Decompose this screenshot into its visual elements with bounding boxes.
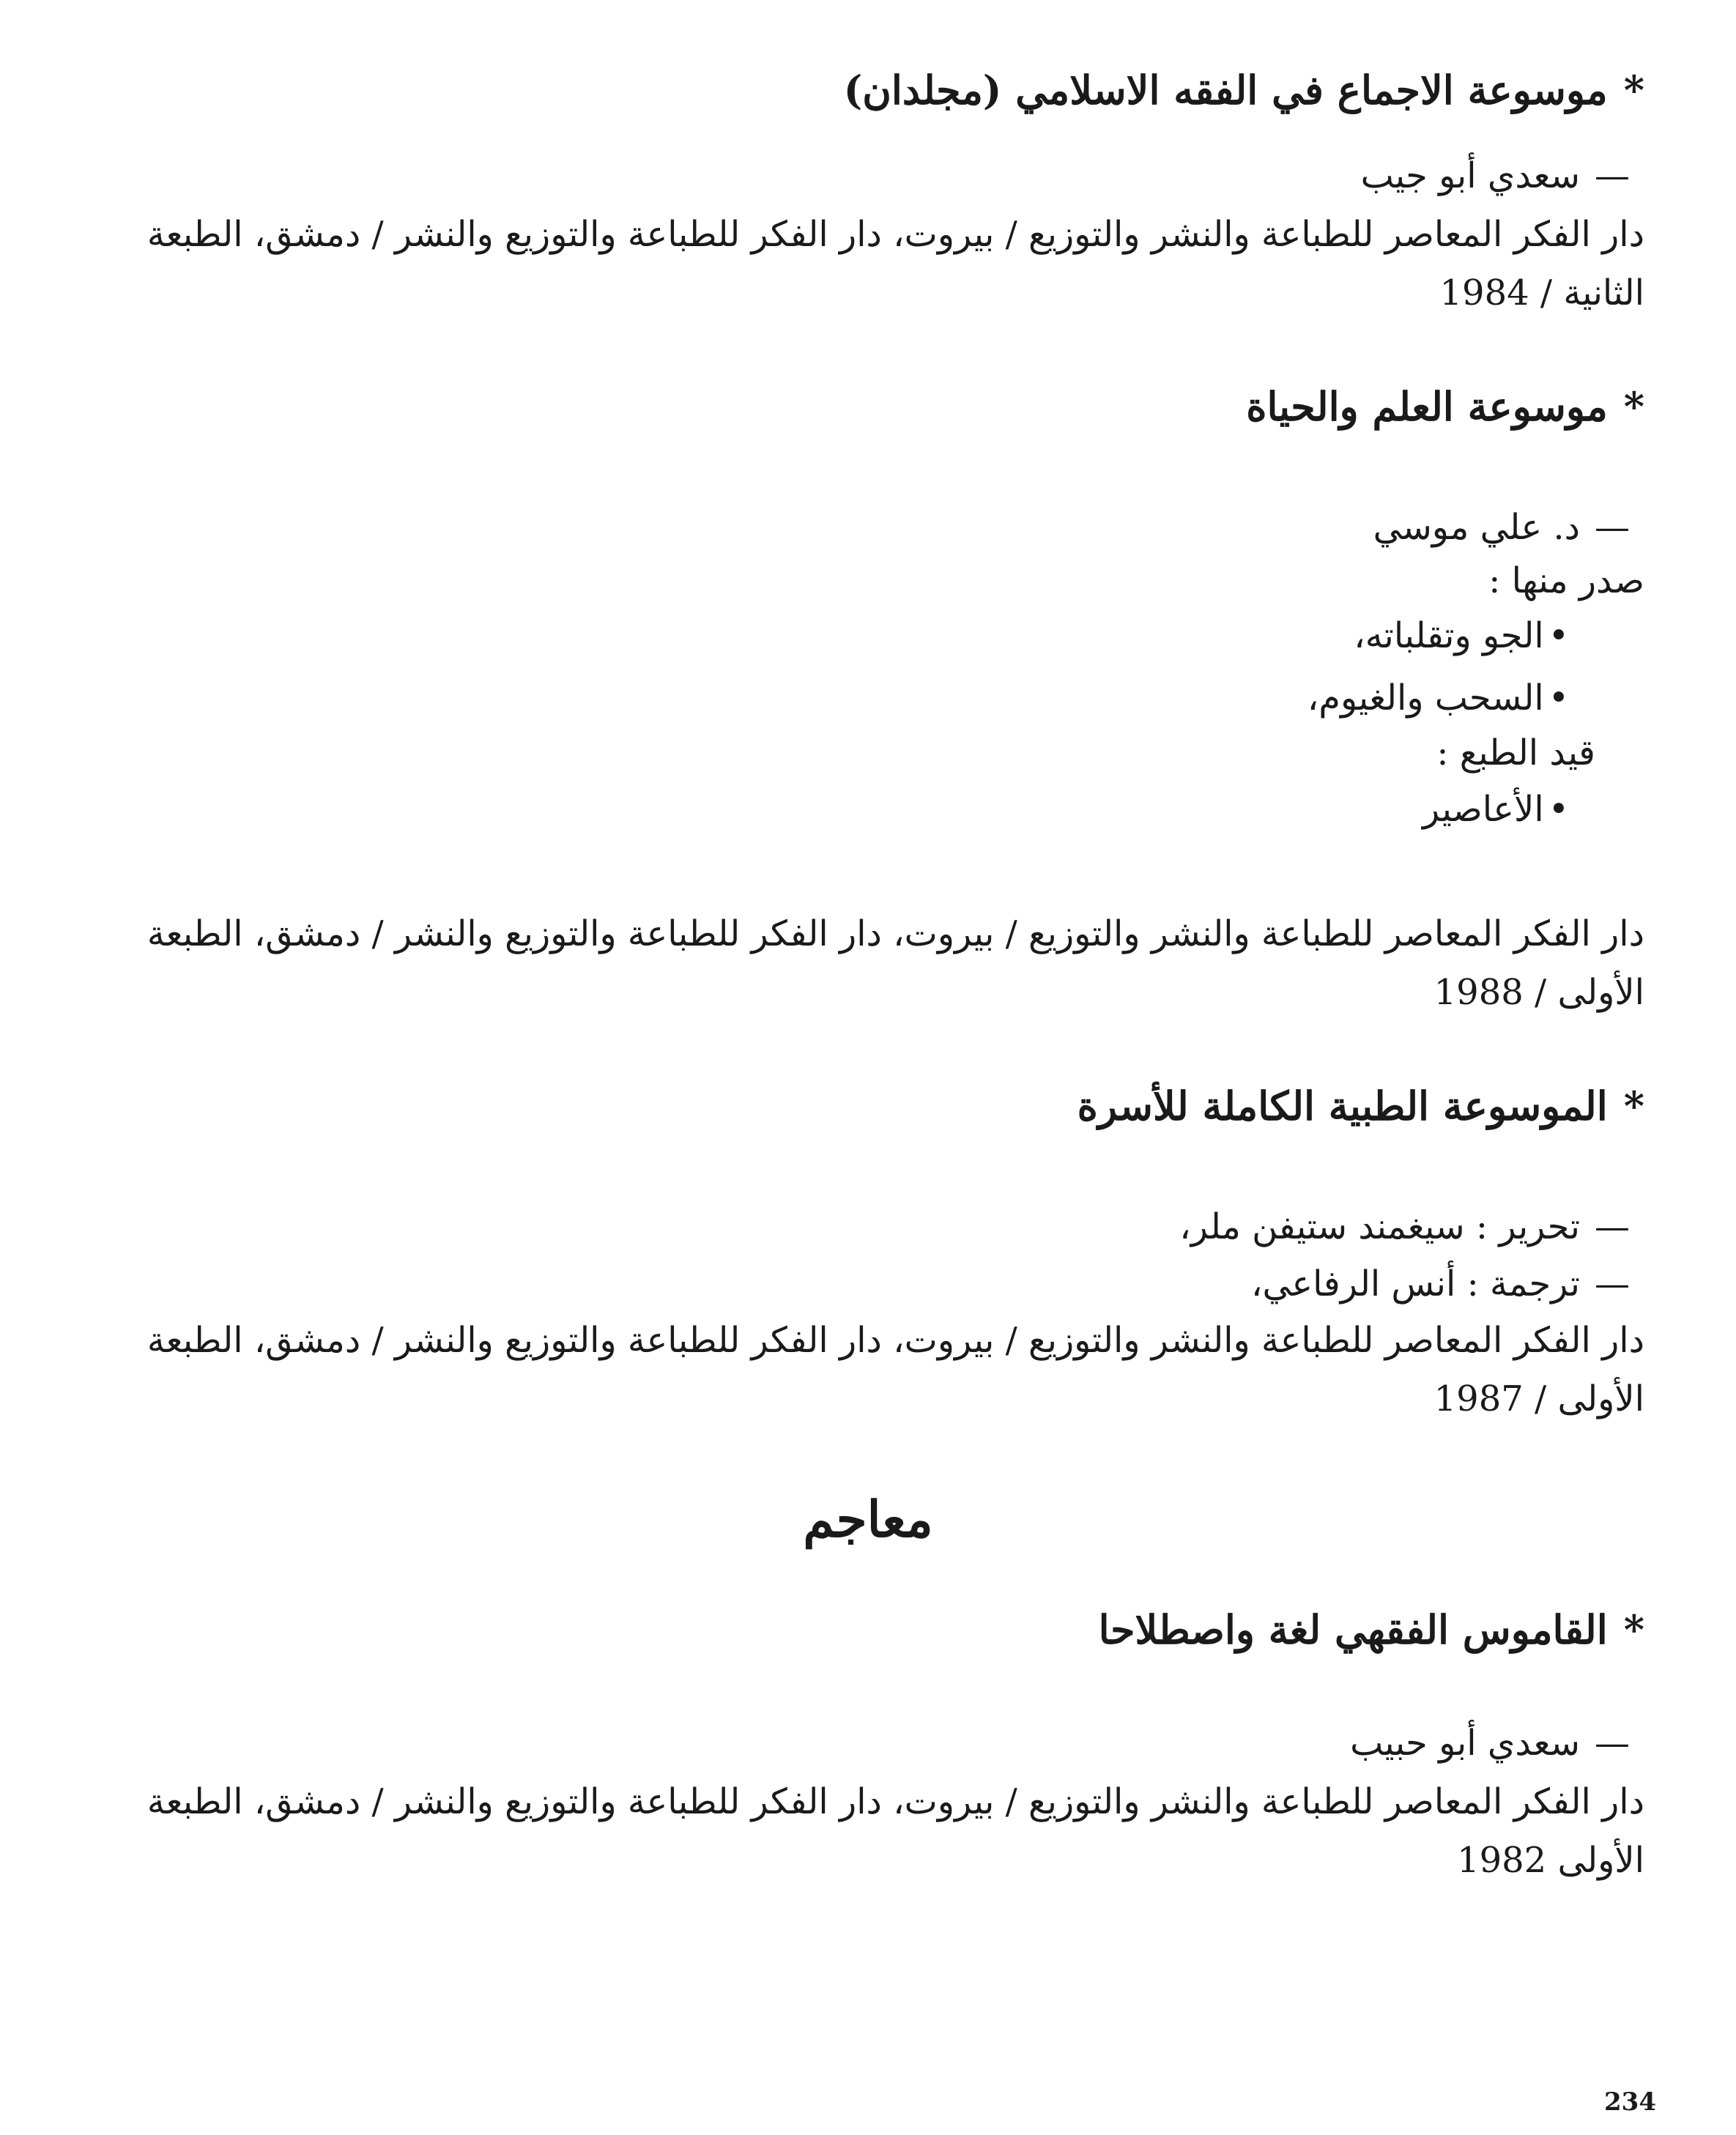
entry-2-issued-label: صدر منها : [1488, 560, 1644, 601]
entry-2-author [1373, 502, 1630, 553]
entry-2-title-text: موسوعة العلم والحياة [1246, 383, 1608, 430]
entry-1-publisher-line2: الثانية / 1984 [1439, 272, 1644, 313]
bullet-icon: • [1548, 615, 1569, 656]
entry-1-title-text: موسوعة الاجماع في الفقه الاسلامي (مجلدان) [843, 67, 1608, 114]
entry-1-author-text: سعدي أبو جيب [1360, 155, 1580, 196]
entry-3-publisher-line2: الأولى / 1987 [1433, 1378, 1644, 1419]
entry-3-title-text: الموسوعة الطبية الكاملة للأسرة [1077, 1083, 1608, 1129]
entry-2-publisher-line1: دار الفكر المعاصر للطباعة والنشر والتوزيع / بيروت، دار الفكر للطباعة والتوزيع والنشر / دمشق، الطبعة [146, 913, 1644, 954]
entry-3-translator-text: ترجمة : أنس الرفاعي، [1251, 1263, 1580, 1304]
page-number: 234 [1604, 2087, 1656, 2117]
entry-2-marker: * [1623, 383, 1644, 430]
entry-1-marker: * [1623, 67, 1644, 114]
dictionary-entry-title [1099, 1604, 1644, 1655]
dictionary-entry-title-text: القاموس الفقهي لغة واصطلاحا [1098, 1606, 1608, 1653]
entry-1-publisher-line1: دار الفكر المعاصر للطباعة والنشر والتوزيع / بيروت، دار الفكر للطباعة والتوزيع والنشر / دمشق، الطبعة [146, 214, 1644, 255]
entry-3-translator [1251, 1258, 1630, 1310]
entry-1-author [1361, 150, 1630, 201]
section-heading: معاجم [803, 1490, 933, 1549]
entry-3-translator-dash: — [1595, 1263, 1630, 1304]
entry-2-title [1246, 381, 1644, 432]
entry-2-issued-item-1-text: الجو وتقلباته، [1354, 615, 1544, 656]
entry-1-author-dash: — [1595, 155, 1630, 196]
entry-3-editor-text: تحرير : سيغمند ستيفن ملر، [1179, 1206, 1580, 1247]
entry-3-publisher-line1: دار الفكر المعاصر للطباعة والنشر والتوزيع / بيروت، دار الفكر للطباعة والتوزيع والنشر / دمشق، الطبعة [146, 1320, 1644, 1361]
dictionary-entry-author-text: سعدي أبو حبيب [1350, 1723, 1580, 1764]
entry-2-issued-item-2 [1307, 672, 1569, 724]
entry-3-editor [1179, 1201, 1630, 1252]
entry-2-in-print-label: قيد الطبع : [1436, 732, 1595, 773]
entry-3-marker: * [1623, 1083, 1644, 1129]
bullet-icon: • [1548, 677, 1569, 719]
dictionary-entry-publisher [99, 1772, 1644, 1890]
dictionary-entry-author [1350, 1718, 1630, 1769]
dictionary-entry-publisher-line2: الأولى 1982 [1457, 1840, 1644, 1881]
entry-3-title [1077, 1080, 1644, 1132]
entry-2-issued-item-2-text: السحب والغيوم، [1307, 677, 1544, 719]
entry-2-in-print-item-1-text: الأعاصير [1422, 789, 1544, 830]
entry-3-publisher [99, 1311, 1644, 1428]
entry-2-author-dash: — [1595, 507, 1630, 548]
entry-2-author-text: د. علي موسي [1373, 507, 1580, 548]
entry-1-publisher [99, 205, 1644, 322]
entry-2-in-print-item-1 [1422, 784, 1569, 835]
dictionary-entry-publisher-line1: دار الفكر المعاصر للطباعة والنشر والتوزيع / بيروت، دار الفكر للطباعة والتوزيع والنشر / دمشق، الطبعة [146, 1781, 1644, 1822]
entry-1-title [844, 64, 1644, 116]
entry-2-issued-item-1 [1354, 610, 1569, 661]
entry-2-publisher-line2: الأولى / 1988 [1433, 972, 1644, 1013]
dictionary-entry-marker: * [1623, 1606, 1644, 1653]
entry-2-publisher [99, 905, 1644, 1022]
entry-3-editor-dash: — [1595, 1206, 1630, 1247]
bullet-icon: • [1548, 789, 1569, 830]
dictionary-entry-author-dash: — [1595, 1723, 1630, 1764]
